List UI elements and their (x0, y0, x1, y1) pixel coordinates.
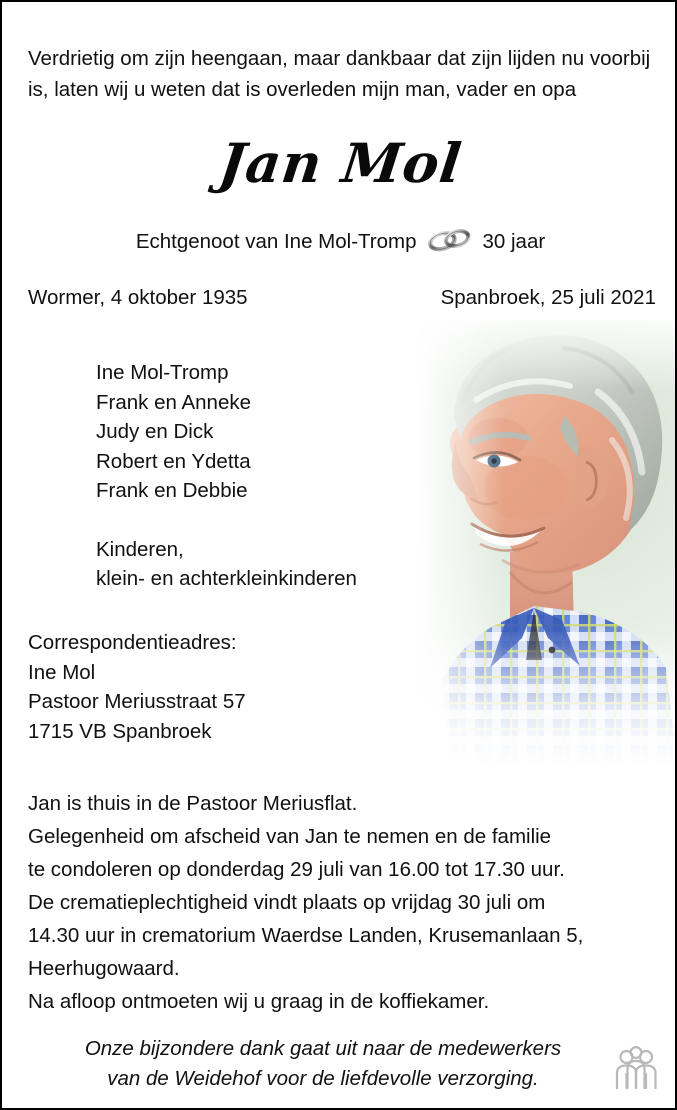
correspondence-street: Pastoor Meriusstraat 57 (28, 690, 246, 713)
group-of-people-icon (609, 1044, 663, 1094)
family-list (96, 358, 357, 594)
marriage-years: 30 jaar (482, 230, 546, 253)
detail-line: Jan is thuis in de Pastoor Meriusflat. (28, 792, 358, 815)
detail-line: Heerhugowaard. (28, 957, 180, 980)
descendants-line: klein- en achterkleinkinderen (96, 567, 357, 590)
birth-date: Wormer, 4 oktober 1935 (28, 286, 248, 309)
wedding-rings-icon (427, 226, 473, 258)
correspondence-label: Correspondentieadres: (28, 631, 237, 654)
spouse-line (2, 226, 677, 258)
family-member: Judy en Dick (96, 420, 214, 443)
photo-bottom-fade (414, 632, 677, 782)
detail-line: 14.30 uur in crematorium Waerdse Landen, Krusemanlaan 5, (28, 924, 584, 947)
detail-line: te condoleren op donderdag 29 juli van 16.00 tot 17.30 uur. (28, 858, 565, 881)
death-date: Spanbroek, 25 juli 2021 (440, 286, 656, 309)
detail-line: De crematieplechtigheid vindt plaats op vrijdag 30 juli om (28, 891, 546, 914)
family-member: Robert en Ydetta (96, 449, 251, 473)
thanks-line: Onze bijzondere dank gaat uit naar de medewerkers (84, 1037, 562, 1060)
descendants-line: Kinderen, (96, 537, 184, 561)
spouse-label: Echtgenoot van Ine Mol-Tromp (135, 230, 417, 253)
detail-line: Gelegenheid om afscheid van Jan te nemen en de familie (28, 825, 552, 848)
family-member: Frank en Debbie (96, 479, 248, 502)
intro-text: Verdrietig om zijn heengaan, maar dankbaar dat zijn lijden nu voorbij is, laten wij u weten dat is overleden mijn man, vader en opa (28, 46, 651, 101)
family-member: Ine Mol-Tromp (96, 361, 229, 384)
thanks-line: van de Weidehof voor de liefdevolle verzorging. (107, 1067, 539, 1090)
ceremony-details (28, 787, 658, 1018)
portrait-photo (414, 320, 677, 782)
family-list-spacer (96, 506, 357, 535)
correspondence-city: 1715 VB Spanbroek (28, 719, 212, 743)
correspondence-address (28, 628, 246, 746)
correspondence-name: Ine Mol (28, 660, 96, 684)
life-dates (28, 286, 656, 310)
detail-line: Na afloop ontmoeten wij u graag in de koffiekamer. (28, 990, 490, 1013)
deceased-name: Jan Mol (215, 131, 466, 195)
thanks-message (28, 1034, 618, 1094)
family-member: Frank en Anneke (96, 390, 251, 414)
